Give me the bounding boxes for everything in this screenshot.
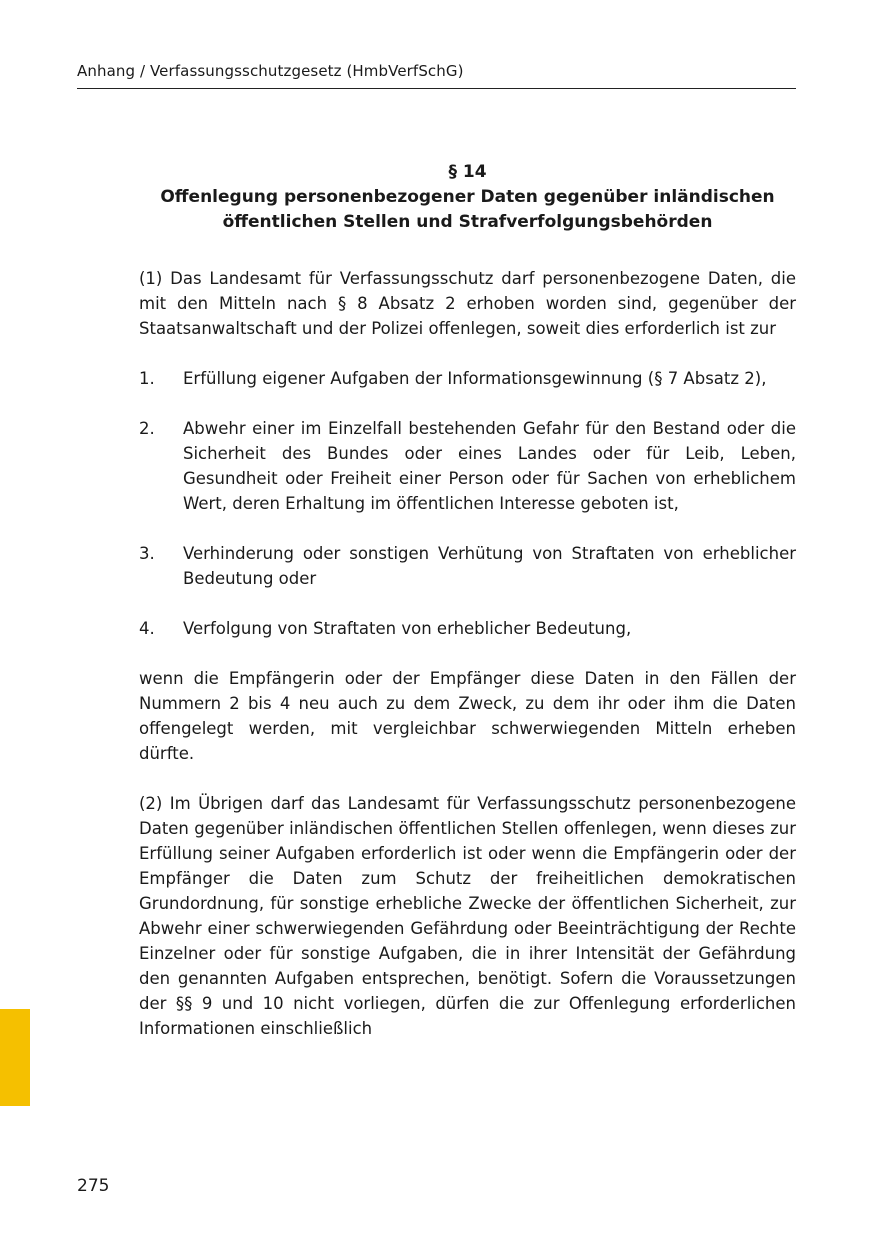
list-item-text: Erfüllung eigener Aufgaben der Informationsgewinnung (§ 7 Absatz 2), — [183, 369, 767, 388]
section-title-line-1: Offenlegung personenbezogener Daten gegenüber inländischen — [160, 187, 775, 207]
body-text — [139, 266, 796, 1066]
section-heading — [139, 160, 796, 235]
section-title-line-2: öffentlichen Stellen und Strafverfolgungsbehörden — [222, 212, 713, 232]
list-item-number: 2. — [139, 419, 155, 438]
side-thumb-tab — [0, 1009, 30, 1106]
running-header: Anhang / Verfassungsschutzgesetz (HmbVerfSchG) — [77, 62, 796, 89]
list-item-number: 1. — [139, 369, 155, 388]
list-item — [139, 616, 796, 641]
list-item-number: 3. — [139, 544, 155, 563]
list-item-text: Abwehr einer im Einzelfall bestehenden Gefahr für den Bestand oder die Sicherheit des Bundes oder eines Landes oder für Leib, Leben, Gesundheit oder Freiheit einer Person oder für Sachen von erheblichem Wert, deren Erhaltung im öffentlichen Interesse geboten ist, — [183, 419, 796, 513]
paragraph-3: (2) Im Übrigen darf das Landesamt für Verfassungsschutz personenbezogene Daten gegenüber inländischen öffentlichen Stellen offenlegen, wenn dieses zur Erfüllung seiner Aufgaben erforderlich ist oder wenn die Empfängerin oder der Empfänger die Daten zum Schutz der freiheitlichen demokratischen Grundordnung, für sonstige erhebliche Zwecke der öffentlichen Sicherheit, zur Abwehr einer schwerwiegenden Gefährdung oder Beeinträchtigung der Rechte Einzelner oder für sonstige Aufgaben, die in ihrer Intensität der Gefährdung den genannten Aufgaben entsprechen, benötigt. Sofern die Voraussetzungen der §§ 9 und 10 nicht vorliegen, dürfen die zur Offenlegung erforderlichen Informationen einschließlich — [139, 794, 796, 1038]
list-item-text: Verhinderung oder sonstigen Verhütung von Straftaten von erheblicher Bedeutung oder — [183, 544, 796, 588]
section-number: § 14 — [448, 162, 487, 182]
list-item — [139, 541, 796, 591]
list-item-number: 4. — [139, 619, 155, 638]
numbered-list — [139, 366, 796, 641]
paragraph-1: (1) Das Landesamt für Verfassungsschutz darf personenbezogene Daten, die mit den Mitteln nach § 8 Absatz 2 erhoben worden sind, gegenüber der Staatsanwaltschaft und der Polizei offenlegen, soweit dies erforderlich ist zur — [139, 269, 796, 338]
list-item — [139, 416, 796, 516]
paragraph-2: wenn die Empfängerin oder der Empfänger diese Daten in den Fällen der Nummern 2 bis 4 neu auch zu dem Zweck, zu dem ihr oder ihm die Daten offengelegt werden, mit vergleichbar schwerwiegenden Mitteln erheben dürfte. — [139, 669, 796, 763]
list-item — [139, 366, 796, 391]
list-item-text: Verfolgung von Straftaten von erheblicher Bedeutung, — [183, 619, 632, 638]
page-number: 275 — [77, 1176, 110, 1196]
